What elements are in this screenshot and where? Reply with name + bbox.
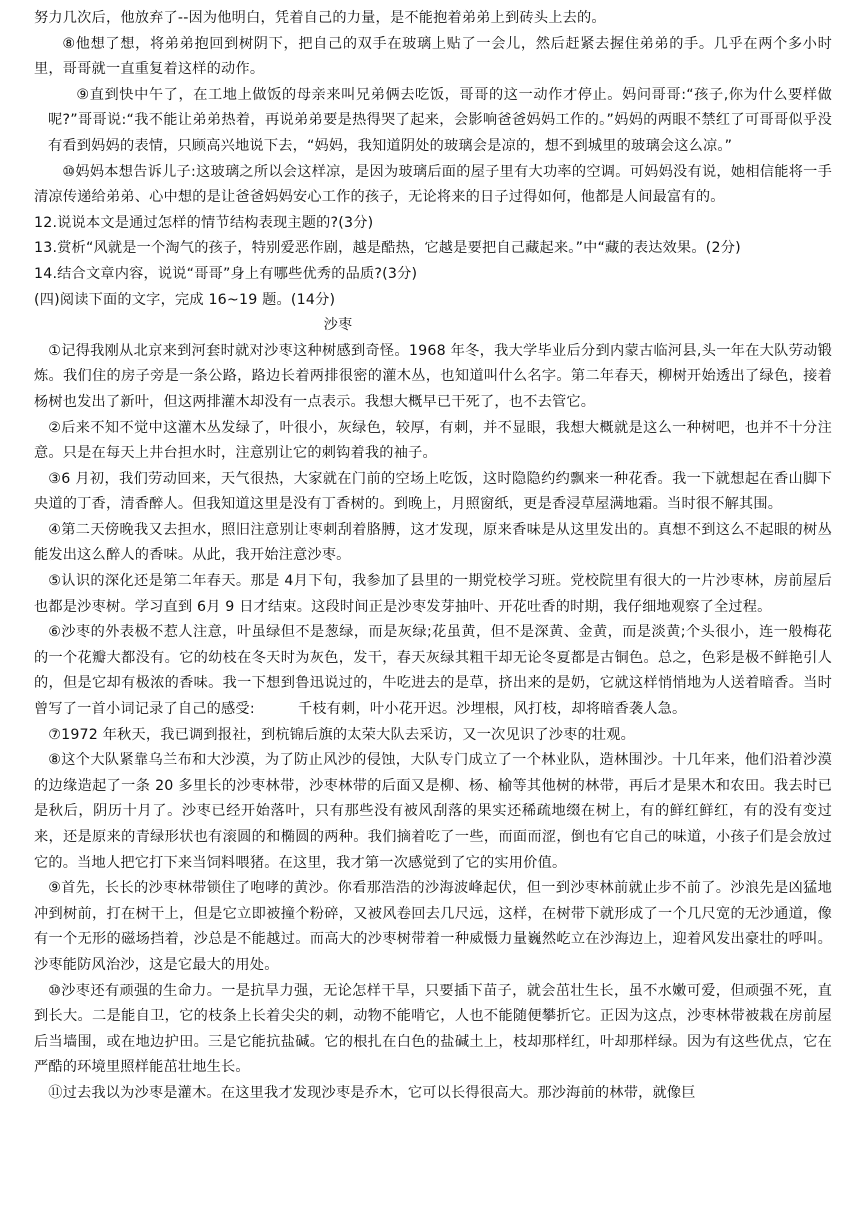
essay-paragraph-1: ①记得我刚从北京来到河套时就对沙枣这种树感到奇怪。1968 年冬，我大学毕业后分到内蒙古临河县,头一年在大队劳动锻炼。我们住的房子旁是一条公路，路边长着两排很密的灌木丛，也知道叫什么名字。第二年春天，柳树开始透出了绿色，接着杨树也发出了新叶，但这两排灌木却没有一点表示。我想大概早已干死了，也不去管它。 xyxy=(34,342,832,410)
story-paragraph-10: ⑩妈妈本想告诉儿子:这玻璃之所以会这样凉，是因为玻璃后面的屋子里有大功率的空调。可妈妈没有说，她相信能将一手清凉传递给弟弟、心中想的是让爸爸妈妈安心工作的孩子，无论将来的日子过得如何，他都是人间最富有的。 xyxy=(34,163,832,206)
question-13: 13.赏析“风就是一个淘气的孩子，特别爱恶作剧，越是酷热，它越是要把自己藏起来。”中“藏的表达效果。(2分) xyxy=(34,240,741,257)
essay-paragraph-8: ⑧这个大队紧靠乌兰布和大沙漠，为了防止风沙的侵蚀，大队专门成立了一个林业队，造林围沙。十几年来，他们沿着沙漠的边缘造起了一条 20 多里长的沙枣林带，沙枣林带的后面又是柳、杨、榆等其他树的林带，再后才是果木和农田。我去时已是秋后，阴历十月了。沙枣已经开始落叶，只有那些没有被风刮落的果实还稀疏地缀在树上，有的鲜红鲜红，有的没有变过来，还是原来的青绿形状也有滚圆的和椭圆的两种。我们摘着吃了一些，而面而涩，倒也有它自己的味道，小孩子们是会放过它的。当地人把它打下来当饲料喂猪。在这里，我才第一次感觉到了它的实用价值。 xyxy=(34,752,832,871)
essay-paragraph-10: ⑩沙枣还有顽强的生命力。一是抗旱力强，无论怎样干旱，只要插下苗子，就会茁壮生长，虽不水嫩可爱，但顽强不死，直到长大。二是能自卫，它的枝条上长着尖尖的刺，动物不能啃它，人也不能随便攀折它。正因为这点，沙枣林带被栽在房前屋后当墙围，或在地边护田。三是它能抗盐碱。它的根扎在白色的盐碱土上，枝却那样红，叶却那样绿。因为有这些优点，它在严酷的环境里照样能茁壮地生长。 xyxy=(34,982,832,1076)
essay-paragraph-7: ⑦1972 年秋天，我已调到报社，到杭锦后旗的太荣大队去采访，又一次见识了沙枣的壮观。 xyxy=(48,726,636,743)
essay-paragraph-11: ⑪过去我以为沙枣是灌木。在这里我才发现沙枣是乔木，它可以长得很高大。那沙海前的林带，就像巨 xyxy=(48,1084,696,1101)
essay-paragraph-3: ③6 月初，我们劳动回来，天气很热，大家就在门前的空场上吃饭，这时隐隐约约飘来一种花香。我一下就想起在香山脚下央道的丁香，清香醉人。但我知道这里是没有丁香树的。到晚上，月照窗纸，更是香浸草屋满地霜。当时很不解其围。 xyxy=(34,470,832,513)
essay-paragraph-4: ④第二天傍晚我又去担水，照旧注意别让枣刺刮着胳膊，这才发现，原来香味是从这里发出的。真想不到这么不起眼的树丛能发出这么醉人的香味。从此，我开始注意沙枣。 xyxy=(34,521,832,564)
essay-paragraph-9: ⑨首先，长长的沙枣林带锁住了咆哮的黄沙。你看那浩浩的沙海波峰起伏，但一到沙枣林前就止步不前了。沙浪先是凶猛地冲到树前，打在树干上，但是它立即被撞个粉碎，又被风卷回去几尺远，这样，在树带下就形成了一个几尺宽的无沙通道，像有一个无形的磁场挡着，沙总是不能越过。而高大的沙枣树带着一种威慑力量巍然屹立在沙海边上，迎着风发出豪壮的呼叫。沙枣能防风治沙，这是它最大的用处。 xyxy=(34,880,832,973)
essay-title: 沙枣 xyxy=(323,317,353,334)
essay-paragraph-6: ⑥沙枣的外表极不惹人注意，叶虽绿但不是葱绿，而是灰绿;花虽黄，但不是深黄、金黄，而是淡黄;个头很小，连一般梅花的一个花瓣大都没有。它的幼枝在冬天时为灰色，发干，春天灰绿其粗干却无论冬夏都是古铜色。总之，色彩是极不鲜艳引人的，但是它却有极浓的香味。我一下想到鲁迅说过的，牛吃进去的是草，挤出来的是奶，它就这样悄悄地为人送着暗香。当时曾写了一首小词记录了自己的感受: 千枝有刺，叶小花开迟。沙埋根，风打枝，却将暗香袭人急。 xyxy=(34,624,832,718)
question-14: 14.结合文章内容，说说“哥哥”身上有哪些优秀的品质?(3分) xyxy=(34,265,418,282)
story-paragraph-9: ⑨直到快中午了，在工地上做饭的母亲来叫兄弟俩去吃饭，哥哥的这一动作才停止。妈问哥哥:“孩子,你为什么要样做呢?”哥哥说:“我不能让弟弟热着，再说弟弟要是热得哭了起来，会影响爸爸妈妈工作的。”妈妈的两眼不禁红了可哥哥似乎没有看到妈妈的表情，只顾高兴地说下去，“妈妈，我知道阴处的玻璃会是凉的，想不到城里的玻璃会这么凉。” xyxy=(48,86,832,154)
section-heading: (四)阅读下面的文字，完成 16~19 题。(14分) xyxy=(34,291,336,308)
question-12: 12.说说本文是通过怎样的情节结构表现主题的?(3分) xyxy=(34,214,374,231)
essay-paragraph-5: ⑤认识的深化还是第二年春天。那是 4月下旬，我参加了县里的一期党校学习班。党校院里有很大的一片沙枣林，房前屋后也都是沙枣树。学习直到 6月 9 日才结束。这段时间正是沙枣发芽抽叶、开花吐香的时期，我仔细地观察了全过程。 xyxy=(34,573,832,615)
essay-paragraph-2: ②后来不知不觉中这灌木丛发绿了，叶很小，灰绿色，较厚，有刺，并不显眼，我想大概就是这么一种树吧，也并不十分注意。只是在每天上井台担水时，注意别让它的刺钩着我的袖子。 xyxy=(34,419,832,462)
story-paragraph-7-end: 努力几次后，他放弃了--因为他明白，凭着自己的力量，是不能抱着弟弟上到砖头上去的。 xyxy=(34,10,606,26)
story-paragraph-8: ⑧他想了想，将弟弟抱回到树阴下，把自己的双手在玻璃上贴了一会儿，然后赶紧去握住弟弟的手。几乎在两个多小时里，哥哥就一直重复着这样的动作。 xyxy=(34,35,832,78)
